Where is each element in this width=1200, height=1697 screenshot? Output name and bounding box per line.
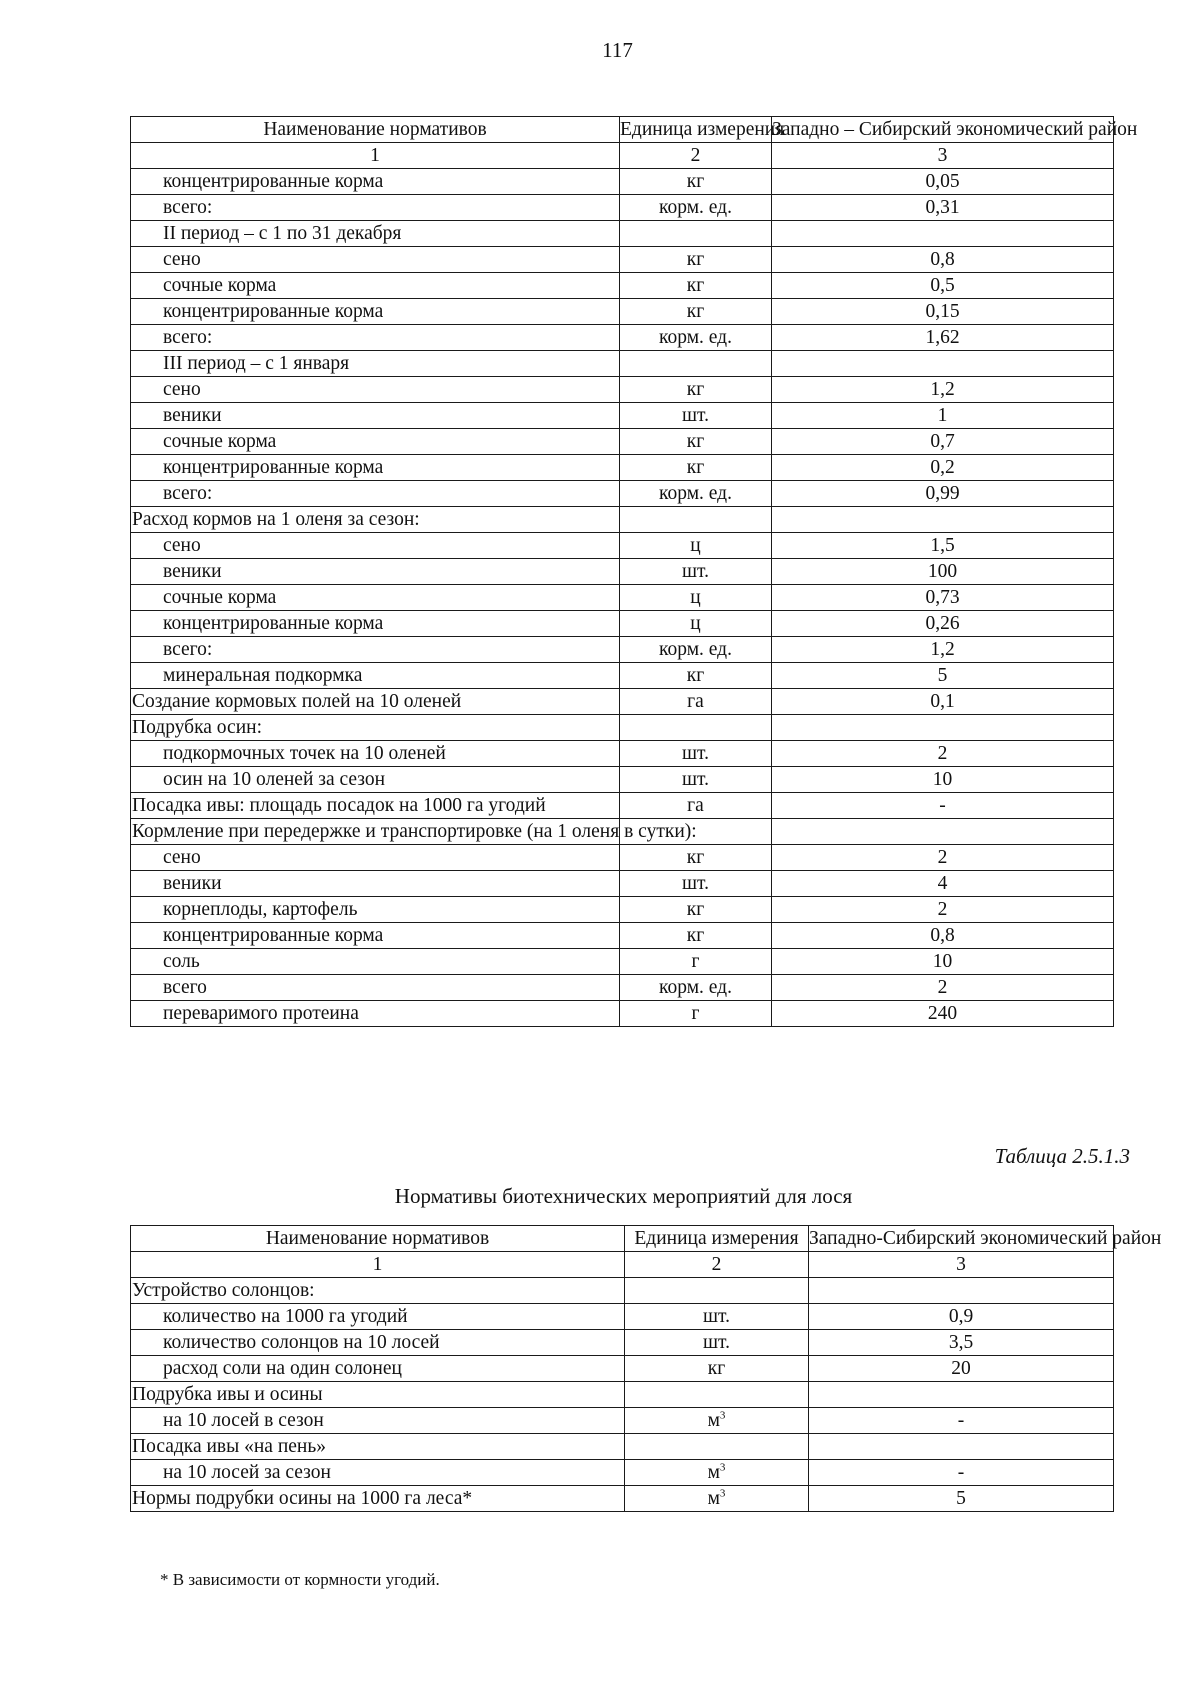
row-unit bbox=[620, 429, 772, 455]
column-number: 2 bbox=[625, 1252, 809, 1278]
row-value bbox=[809, 1434, 1114, 1460]
row-name: концентрированные корма bbox=[131, 923, 620, 949]
row-name: III период – с 1 января bbox=[131, 351, 620, 377]
row-value: 0,2 bbox=[772, 455, 1114, 481]
row-unit bbox=[620, 455, 772, 481]
row-unit bbox=[620, 299, 772, 325]
unit-text: кг bbox=[686, 379, 705, 400]
unit-text: кг bbox=[686, 925, 705, 946]
table-row bbox=[131, 1278, 1114, 1304]
unit-text: га bbox=[687, 691, 704, 712]
table-row bbox=[131, 871, 1114, 897]
table-header-row bbox=[131, 1226, 1114, 1252]
table-row bbox=[131, 897, 1114, 923]
row-value: 0,15 bbox=[772, 299, 1114, 325]
column-number-row bbox=[131, 1252, 1114, 1278]
table-row bbox=[131, 507, 1114, 533]
row-unit bbox=[620, 689, 772, 715]
footnote: * В зависимости от кормности угодий. bbox=[160, 1570, 440, 1589]
table-title: Нормативы биотехнических мероприятий для лося bbox=[394, 1184, 853, 1208]
table-row bbox=[131, 455, 1114, 481]
row-unit bbox=[620, 793, 772, 819]
row-unit bbox=[620, 715, 772, 741]
row-value: 3,5 bbox=[809, 1330, 1114, 1356]
unit-text: шт. bbox=[703, 1306, 730, 1327]
unit-text: ц bbox=[690, 587, 701, 608]
unit-text: корм. ед. bbox=[659, 483, 732, 504]
table-row bbox=[131, 715, 1114, 741]
table-row bbox=[131, 1330, 1114, 1356]
unit-text: корм. ед. bbox=[659, 639, 732, 660]
row-value: 2 bbox=[772, 845, 1114, 871]
row-value: 2 bbox=[772, 897, 1114, 923]
row-unit bbox=[625, 1356, 809, 1382]
unit-text: кг bbox=[686, 171, 705, 192]
table-row bbox=[131, 689, 1114, 715]
table-row bbox=[131, 767, 1114, 793]
row-unit bbox=[620, 741, 772, 767]
row-name: переваримого протеина bbox=[131, 1001, 620, 1027]
row-value: 0,5 bbox=[772, 273, 1114, 299]
unit-superscript: 3 bbox=[719, 1409, 726, 1422]
row-value bbox=[772, 507, 1114, 533]
row-name: веники bbox=[131, 871, 620, 897]
row-unit bbox=[620, 273, 772, 299]
table-row bbox=[131, 585, 1114, 611]
unit-text: кг bbox=[686, 665, 705, 686]
row-name: на 10 лосей за сезон bbox=[131, 1460, 625, 1486]
unit-text: кг bbox=[686, 275, 705, 296]
table-row bbox=[131, 273, 1114, 299]
row-value: 4 bbox=[772, 871, 1114, 897]
row-value bbox=[809, 1278, 1114, 1304]
row-name: сено bbox=[131, 533, 620, 559]
unit-text: кг bbox=[686, 301, 705, 322]
unit-text: га bbox=[687, 795, 704, 816]
unit-text: г bbox=[691, 1003, 700, 1024]
row-unit bbox=[620, 559, 772, 585]
row-name: всего: bbox=[131, 481, 620, 507]
row-name: Посадка ивы: площадь посадок на 1000 га угодий bbox=[131, 793, 620, 819]
row-name: Подрубка ивы и осины bbox=[131, 1382, 625, 1408]
unit-superscript: 3 bbox=[719, 1487, 726, 1500]
row-unit bbox=[620, 1001, 772, 1027]
row-unit bbox=[620, 325, 772, 351]
row-unit bbox=[620, 481, 772, 507]
row-value: 0,8 bbox=[772, 923, 1114, 949]
unit-text: кг bbox=[686, 899, 705, 920]
row-name: Создание кормовых полей на 10 оленей bbox=[131, 689, 620, 715]
row-unit bbox=[620, 247, 772, 273]
row-value bbox=[809, 1382, 1114, 1408]
row-value: 100 bbox=[772, 559, 1114, 585]
row-unit bbox=[620, 663, 772, 689]
row-name: количество на 1000 га угодий bbox=[131, 1304, 625, 1330]
table-row bbox=[131, 481, 1114, 507]
row-value bbox=[772, 715, 1114, 741]
unit-text: корм. ед. bbox=[659, 327, 732, 348]
table-row bbox=[131, 169, 1114, 195]
table-row bbox=[131, 663, 1114, 689]
row-value: 0,9 bbox=[809, 1304, 1114, 1330]
header-name: Наименование нормативов bbox=[131, 117, 620, 143]
row-name: Посадка ивы «на пень» bbox=[131, 1434, 625, 1460]
row-name: концентрированные корма bbox=[131, 455, 620, 481]
unit-text: корм. ед. bbox=[659, 977, 732, 998]
table-row bbox=[131, 949, 1114, 975]
row-name: расход соли на один солонец bbox=[131, 1356, 625, 1382]
table-row bbox=[131, 845, 1114, 871]
unit-superscript: 3 bbox=[719, 1461, 726, 1474]
table-row bbox=[131, 637, 1114, 663]
row-value: 240 bbox=[772, 1001, 1114, 1027]
row-unit bbox=[620, 897, 772, 923]
row-value bbox=[772, 819, 1114, 845]
row-name: осин на 10 оленей за сезон bbox=[131, 767, 620, 793]
row-name: соль bbox=[131, 949, 620, 975]
table-row bbox=[131, 299, 1114, 325]
row-value: 1,2 bbox=[772, 377, 1114, 403]
table-header-row bbox=[131, 117, 1114, 143]
row-value: - bbox=[809, 1408, 1114, 1434]
row-value: 1,5 bbox=[772, 533, 1114, 559]
page-number: 117 bbox=[602, 38, 633, 62]
table-row bbox=[131, 1408, 1114, 1434]
row-value: 2 bbox=[772, 975, 1114, 1001]
table-row bbox=[131, 1001, 1114, 1027]
row-unit bbox=[620, 845, 772, 871]
row-name: сочные корма bbox=[131, 429, 620, 455]
row-name: Подрубка осин: bbox=[131, 715, 620, 741]
table-row bbox=[131, 793, 1114, 819]
header-region: Западно-Сибирский экономический район bbox=[809, 1226, 1114, 1252]
row-unit bbox=[620, 533, 772, 559]
column-number: 1 bbox=[131, 1252, 625, 1278]
unit-text: кг bbox=[686, 431, 705, 452]
row-value: 5 bbox=[772, 663, 1114, 689]
unit-text: ц bbox=[690, 613, 701, 634]
reindeer-norms-table bbox=[130, 116, 1138, 1027]
unit-text: м bbox=[707, 1488, 720, 1509]
unit-text: шт. bbox=[682, 769, 709, 790]
row-name: корнеплоды, картофель bbox=[131, 897, 620, 923]
header-unit: Единица измерения bbox=[620, 117, 772, 143]
header-name: Наименование нормативов bbox=[131, 1226, 625, 1252]
row-unit bbox=[625, 1408, 809, 1434]
table-row bbox=[131, 1382, 1114, 1408]
row-name: концентрированные корма bbox=[131, 299, 620, 325]
row-unit bbox=[620, 767, 772, 793]
row-name: сено bbox=[131, 377, 620, 403]
row-name: веники bbox=[131, 403, 620, 429]
row-name: всего: bbox=[131, 195, 620, 221]
header-region: Западно – Сибирский экономический район bbox=[772, 117, 1114, 143]
row-name: на 10 лосей в сезон bbox=[131, 1408, 625, 1434]
row-unit bbox=[625, 1304, 809, 1330]
table-row bbox=[131, 221, 1114, 247]
row-unit bbox=[620, 637, 772, 663]
table-row bbox=[131, 611, 1114, 637]
table-row bbox=[131, 195, 1114, 221]
row-unit bbox=[620, 871, 772, 897]
table-caption: Таблица 2.5.1.3 bbox=[994, 1144, 1130, 1168]
row-value: 2 bbox=[772, 741, 1114, 767]
unit-text: шт. bbox=[682, 743, 709, 764]
row-name: веники bbox=[131, 559, 620, 585]
row-unit bbox=[620, 585, 772, 611]
row-value: 5 bbox=[809, 1486, 1114, 1512]
row-name: сено bbox=[131, 247, 620, 273]
row-value: - bbox=[772, 793, 1114, 819]
row-unit bbox=[625, 1486, 809, 1512]
table-row bbox=[131, 429, 1114, 455]
table-row bbox=[131, 403, 1114, 429]
row-unit bbox=[620, 169, 772, 195]
column-number: 1 bbox=[131, 143, 620, 169]
row-unit bbox=[620, 923, 772, 949]
row-unit bbox=[625, 1434, 809, 1460]
table-row bbox=[131, 1356, 1114, 1382]
unit-text: кг bbox=[707, 1358, 726, 1379]
row-value: 0,31 bbox=[772, 195, 1114, 221]
row-value bbox=[772, 351, 1114, 377]
row-unit bbox=[625, 1278, 809, 1304]
table-row bbox=[131, 1434, 1114, 1460]
row-name: количество солонцов на 10 лосей bbox=[131, 1330, 625, 1356]
column-number-row bbox=[131, 143, 1114, 169]
table-row bbox=[131, 741, 1114, 767]
row-value: 0,05 bbox=[772, 169, 1114, 195]
row-name: Кормление при передержке и транспортировке (на 1 оленя в сутки): bbox=[131, 819, 620, 845]
row-value: 0,8 bbox=[772, 247, 1114, 273]
row-value bbox=[772, 221, 1114, 247]
table-row bbox=[131, 377, 1114, 403]
row-unit bbox=[625, 1330, 809, 1356]
row-name: подкормочных точек на 10 оленей bbox=[131, 741, 620, 767]
column-number: 3 bbox=[809, 1252, 1114, 1278]
elk-norms-table bbox=[130, 1225, 1162, 1512]
row-value: 10 bbox=[772, 767, 1114, 793]
row-value: 10 bbox=[772, 949, 1114, 975]
unit-text: шт. bbox=[682, 873, 709, 894]
unit-text: кг bbox=[686, 457, 705, 478]
row-name: концентрированные корма bbox=[131, 611, 620, 637]
row-unit bbox=[620, 949, 772, 975]
row-name: минеральная подкормка bbox=[131, 663, 620, 689]
unit-text: шт. bbox=[682, 561, 709, 582]
column-number: 3 bbox=[772, 143, 1114, 169]
table-row bbox=[131, 1304, 1114, 1330]
row-value: 0,26 bbox=[772, 611, 1114, 637]
row-value: 20 bbox=[809, 1356, 1114, 1382]
unit-text: м bbox=[707, 1410, 720, 1431]
unit-text: шт. bbox=[703, 1332, 730, 1353]
unit-text: кг bbox=[686, 249, 705, 270]
row-value: 0,99 bbox=[772, 481, 1114, 507]
unit-text: шт. bbox=[682, 405, 709, 426]
row-name: сено bbox=[131, 845, 620, 871]
header-unit: Единица измерения bbox=[625, 1226, 809, 1252]
table-row bbox=[131, 1486, 1114, 1512]
row-value: 1,2 bbox=[772, 637, 1114, 663]
row-name: всего: bbox=[131, 637, 620, 663]
table-row bbox=[131, 533, 1114, 559]
row-name: всего bbox=[131, 975, 620, 1001]
row-unit bbox=[620, 377, 772, 403]
table-row bbox=[131, 559, 1114, 585]
unit-text: м bbox=[707, 1462, 720, 1483]
row-value: 0,1 bbox=[772, 689, 1114, 715]
unit-text: корм. ед. bbox=[659, 197, 732, 218]
row-name: Устройство солонцов: bbox=[131, 1278, 625, 1304]
unit-text: кг bbox=[686, 847, 705, 868]
unit-text: ц bbox=[690, 535, 701, 556]
row-value: 0,7 bbox=[772, 429, 1114, 455]
row-unit bbox=[625, 1382, 809, 1408]
table-row bbox=[131, 325, 1114, 351]
table-row bbox=[131, 247, 1114, 273]
row-unit bbox=[620, 351, 772, 377]
row-unit bbox=[620, 221, 772, 247]
table-row bbox=[131, 819, 1114, 845]
row-name: сочные корма bbox=[131, 273, 620, 299]
table-row bbox=[131, 923, 1114, 949]
row-name: II период – с 1 по 31 декабря bbox=[131, 221, 620, 247]
row-name: Расход кормов на 1 оленя за сезон: bbox=[131, 507, 620, 533]
row-name: сочные корма bbox=[131, 585, 620, 611]
row-name: Нормы подрубки осины на 1000 га леса* bbox=[131, 1486, 625, 1512]
row-unit bbox=[620, 975, 772, 1001]
row-value: - bbox=[809, 1460, 1114, 1486]
row-name: концентрированные корма bbox=[131, 169, 620, 195]
table-row bbox=[131, 351, 1114, 377]
row-unit bbox=[620, 195, 772, 221]
row-unit bbox=[625, 1460, 809, 1486]
row-value: 1,62 bbox=[772, 325, 1114, 351]
row-name: всего: bbox=[131, 325, 620, 351]
table-row bbox=[131, 1460, 1114, 1486]
row-value: 0,73 bbox=[772, 585, 1114, 611]
column-number: 2 bbox=[620, 143, 772, 169]
row-unit bbox=[620, 611, 772, 637]
row-unit bbox=[620, 403, 772, 429]
row-value: 1 bbox=[772, 403, 1114, 429]
unit-text: г bbox=[691, 951, 700, 972]
table-row bbox=[131, 975, 1114, 1001]
row-unit bbox=[620, 507, 772, 533]
